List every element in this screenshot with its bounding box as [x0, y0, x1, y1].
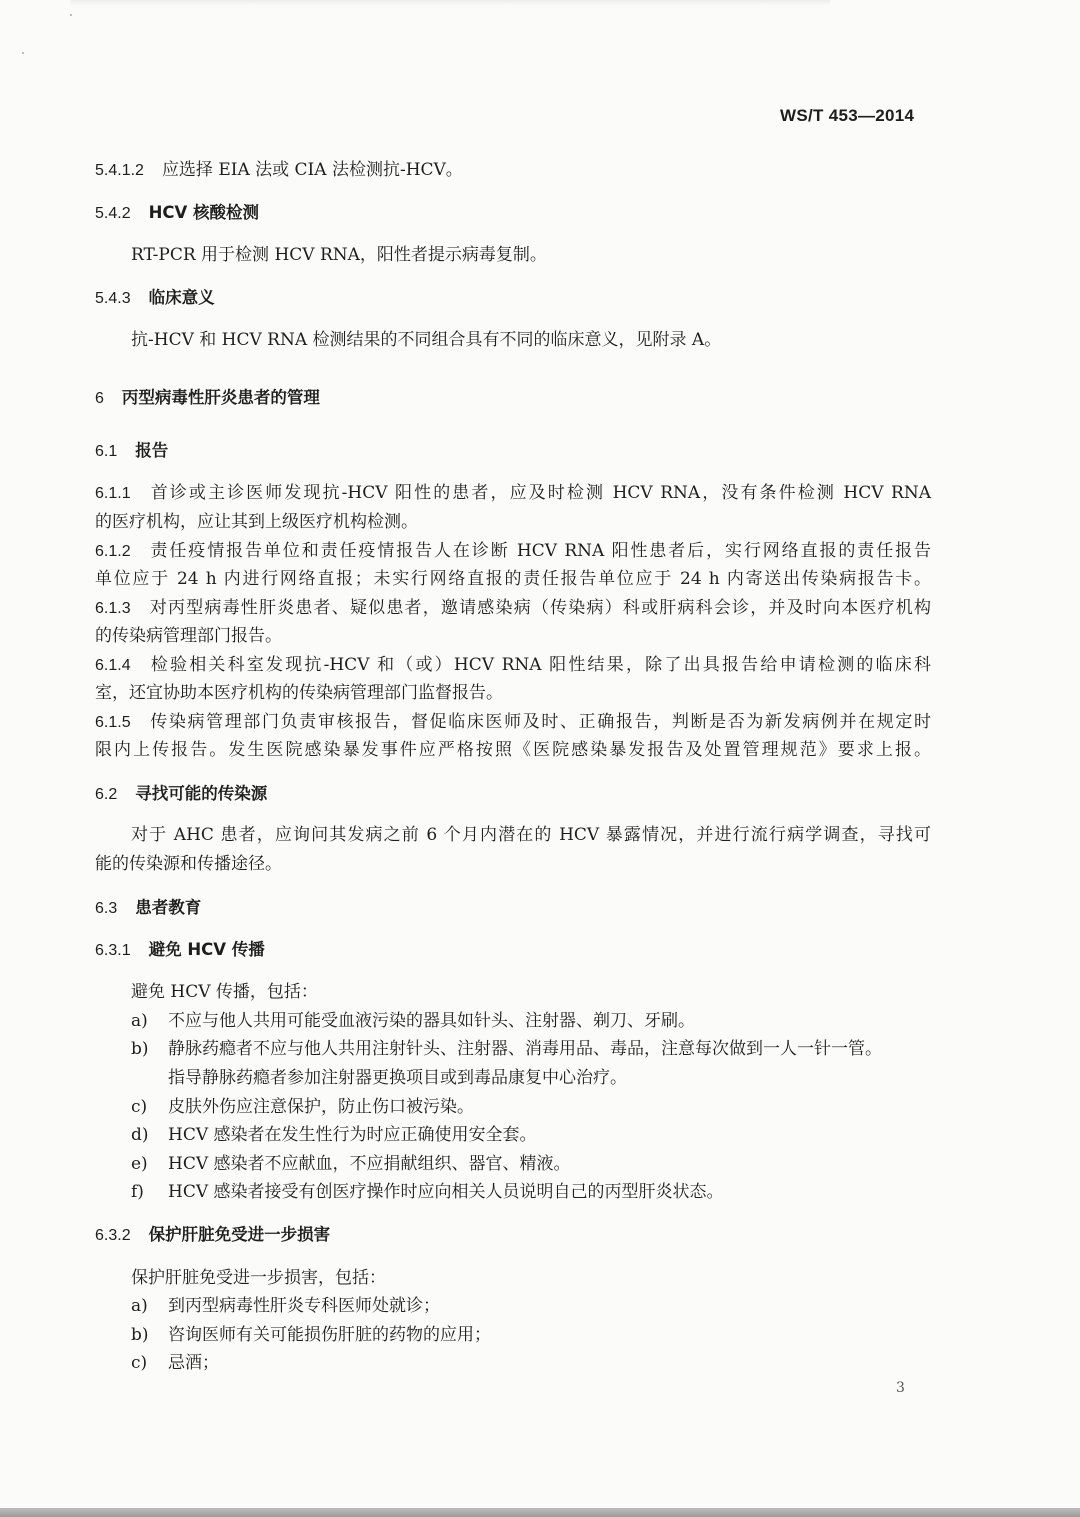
heading-text: 寻找可能的传染源 — [135, 784, 268, 803]
clause-6-1-1 — [95, 480, 931, 506]
heading-text: 临床意义 — [148, 288, 215, 307]
list-text: 咨询医师有关可能损伤肝脏的药物的应用； — [168, 1325, 491, 1345]
heading-text: 患者教育 — [135, 898, 202, 917]
list-item — [131, 1151, 571, 1177]
paragraph: 避免 HCV 传播，包括： — [131, 982, 318, 1002]
heading-6 — [95, 385, 320, 411]
paragraph: RT-PCR 用于检测 HCV RNA，阳性者提示病毒复制。 — [131, 245, 547, 265]
list-marker: e) — [131, 1154, 148, 1174]
heading-text: 避免 HCV 传播 — [148, 940, 265, 959]
heading-number: 6.3.1 — [95, 942, 131, 959]
clause-number: 6.1.5 — [95, 714, 131, 731]
clause-6-1-3 — [95, 595, 931, 621]
clause-number: 6.1.2 — [95, 543, 131, 560]
list-text: HCV 感染者接受有创医疗操作时应向相关人员说明自己的丙型肝炎状态。 — [168, 1182, 724, 1202]
clause-6-1-5 — [95, 709, 931, 735]
list-item — [131, 1122, 537, 1148]
list-marker: c) — [131, 1097, 148, 1117]
clause-text: 责任疫情报告单位和责任疫情报告人在诊断 HCV RNA 阳性患者后，实行网络直报的责任报告 — [148, 541, 931, 561]
heading-text: 丙型病毒性肝炎患者的管理 — [121, 388, 320, 407]
page-number: 3 — [896, 1380, 905, 1396]
clause-continuation: 限内上传报告。发生医院感染暴发事件应严格按照《医院感染暴发报告及处置管理规范》要求上报。 — [95, 740, 931, 760]
heading-number: 5.4.2 — [95, 205, 131, 222]
paragraph: 对于 AHC 患者，应询问其发病之前 6 个月内潜在的 HCV 暴露情况，并进行流行病学调查，寻找可 — [131, 825, 931, 845]
clause-6-1-2 — [95, 538, 931, 564]
list-text: 静脉药瘾者不应与他人共用注射针头、注射器、消毒用品、毒品，注意每次做到一人一针一管。 — [168, 1039, 882, 1059]
scan-speck — [70, 14, 72, 16]
clause-5-4-1-2 — [95, 157, 463, 183]
clause-continuation: 单位应于 24 h 内进行网络直报；未实行网络直报的责任报告单位应于 24 h 内寄送出传染病报告卡。 — [95, 569, 931, 589]
clause-continuation: 的医疗机构，应让其到上级医疗机构检测。 — [95, 512, 418, 532]
standard-code: WS/T 453—2014 — [780, 106, 915, 125]
clause-continuation: 的传染病管理部门报告。 — [95, 626, 282, 646]
list-text: HCV 感染者不应献血，不应捐献组织、器官、精液。 — [168, 1154, 571, 1174]
heading-number: 6.3.2 — [95, 1227, 131, 1244]
list-item — [131, 1094, 474, 1120]
heading-number: 6.3 — [95, 900, 118, 917]
paragraph: 保护肝脏免受进一步损害，包括： — [131, 1268, 386, 1288]
heading-number: 6.2 — [95, 786, 118, 803]
heading-5-4-3 — [95, 285, 215, 311]
list-item — [131, 1036, 882, 1062]
heading-6-2 — [95, 781, 267, 807]
heading-text: HCV 核酸检测 — [148, 203, 260, 222]
clause-number: 6.1.3 — [95, 600, 131, 617]
list-text: 皮肤外伤应注意保护，防止伤口被污染。 — [168, 1097, 474, 1117]
list-item — [131, 1293, 440, 1319]
clause-number: 5.4.1.2 — [95, 162, 144, 179]
clause-text: 应选择 EIA 法或 CIA 法检测抗-HCV。 — [161, 160, 463, 180]
heading-text: 保护肝脏免受进一步损害 — [148, 1225, 331, 1244]
list-marker: a) — [131, 1011, 148, 1031]
list-text: 不应与他人共用可能受血液污染的器具如针头、注射器、剃刀、牙刷。 — [168, 1011, 695, 1031]
list-marker: b) — [131, 1325, 149, 1345]
clause-text: 传染病管理部门负责审核报告，督促临床医师及时、正确报告，判断是否为新发病例并在规定时 — [148, 712, 931, 732]
heading-number: 6 — [95, 390, 104, 407]
heading-6-3-2 — [95, 1222, 330, 1248]
heading-number: 6.1 — [95, 443, 118, 460]
heading-5-4-2 — [95, 200, 259, 226]
list-item — [131, 1008, 695, 1034]
heading-6-3 — [95, 895, 201, 921]
list-text: HCV 感染者在发生性行为时应正确使用安全套。 — [168, 1125, 537, 1145]
heading-6-1 — [95, 438, 168, 464]
paragraph-continuation: 能的传染源和传播途径。 — [95, 854, 282, 874]
scan-speck — [22, 52, 24, 54]
heading-text: 报告 — [135, 441, 169, 460]
list-item-continuation: 指导静脉药瘾者参加注射器更换项目或到毒品康复中心治疗。 — [168, 1068, 627, 1088]
list-text: 到丙型病毒性肝炎专科医师处就诊； — [168, 1296, 440, 1316]
scan-edge-top — [70, 0, 830, 6]
list-marker: d) — [131, 1125, 149, 1145]
clause-continuation: 室，还宜协助本医疗机构的传染病管理部门监督报告。 — [95, 683, 503, 703]
clause-text: 检验相关科室发现抗-HCV 和（或）HCV RNA 阳性结果，除了出具报告给申请检测的临床科 — [148, 655, 931, 675]
clause-text: 首诊或主诊医师发现抗-HCV 阳性的患者，应及时检测 HCV RNA，没有条件检测 HCV RNA — [148, 483, 931, 503]
heading-6-3-1 — [95, 937, 265, 963]
list-marker: a) — [131, 1296, 148, 1316]
clause-6-1-4 — [95, 652, 931, 678]
clause-number: 6.1.4 — [95, 657, 131, 674]
heading-number: 5.4.3 — [95, 290, 131, 307]
list-item — [131, 1350, 219, 1376]
clause-text: 对丙型病毒性肝炎患者、疑似患者，邀请感染病（传染病）科或肝病科会诊，并及时向本医疗机构 — [148, 598, 931, 618]
list-marker: f) — [131, 1182, 144, 1202]
list-item — [131, 1179, 724, 1205]
list-marker: b) — [131, 1039, 149, 1059]
list-item — [131, 1322, 491, 1348]
list-text: 忌酒； — [168, 1353, 219, 1373]
scan-edge-bottom — [0, 1508, 1080, 1517]
list-marker: c) — [131, 1353, 148, 1373]
clause-number: 6.1.1 — [95, 485, 131, 502]
paragraph: 抗-HCV 和 HCV RNA 检测结果的不同组合具有不同的临床意义，见附录 A。 — [131, 330, 722, 350]
